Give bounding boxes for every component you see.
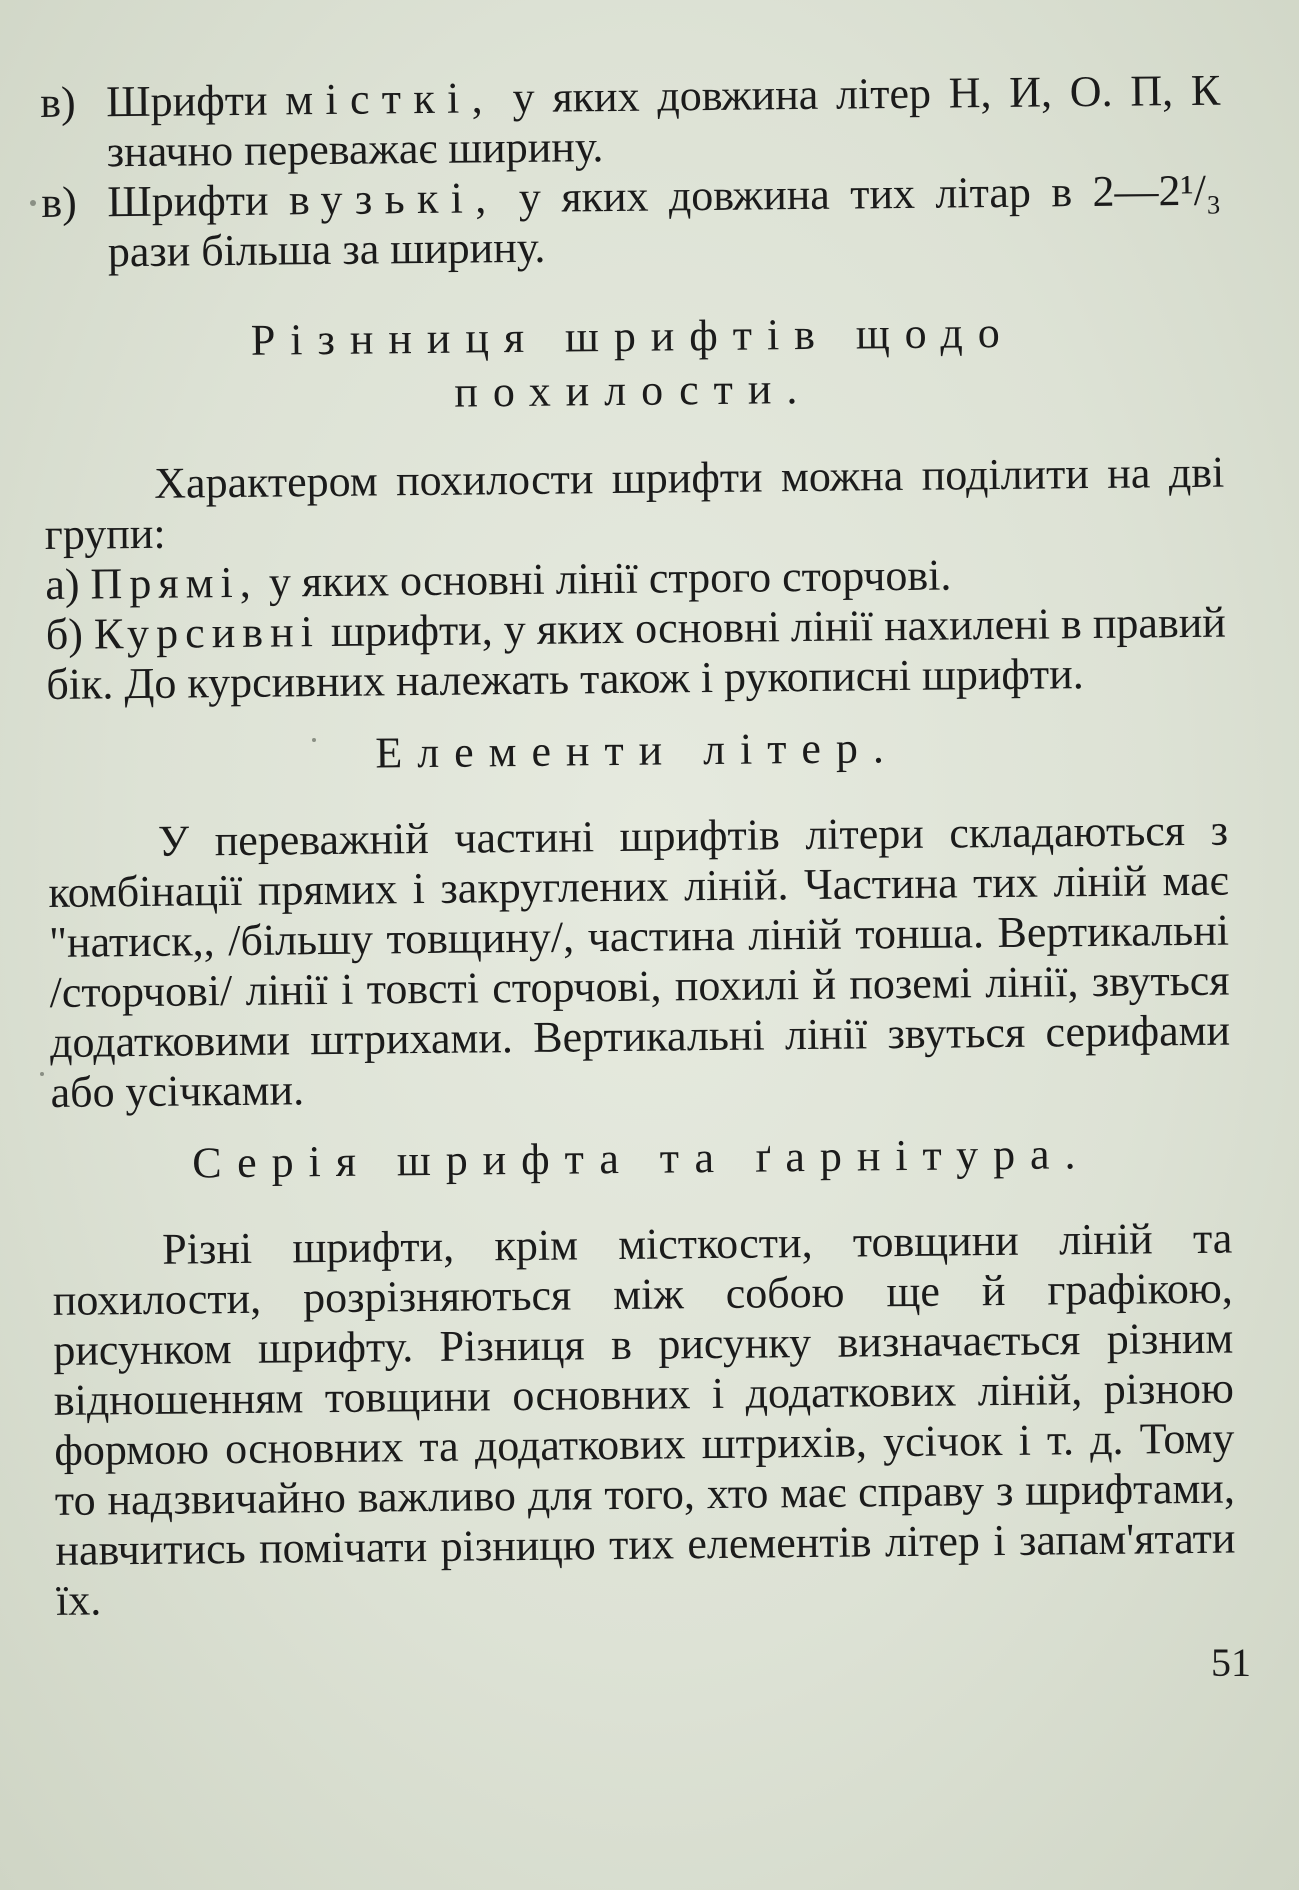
list-item-wide-fonts bbox=[40, 66, 1221, 178]
item-text: у яких довжина літер Н, И, О. П, К значно переважає ширину. bbox=[106, 65, 1221, 177]
list-item-narrow-fonts bbox=[41, 166, 1222, 278]
page-speck bbox=[40, 1072, 44, 1076]
item-emphasis: Прямі, bbox=[90, 557, 259, 609]
elements-paragraph: У переважній частині шрифтів літери складаються з комбінації прямих і закруглених ліній. Частина тих ліній має "натиск,, /більшу товщину/, частина ліній тонша. Вертикальні /сторчові/ лінії і товсті сторчові, похилі й поземі лінії, звуться додатковими штрихами. Вертикальні лінії звуться серифами або усічками. bbox=[48, 805, 1231, 1117]
slope-intro-paragraph: Характером похилости шрифти можна поділити на дві групи: bbox=[44, 447, 1225, 559]
series-paragraph: Різні шрифти, крім місткости, товщини ліній та похилости, розрізняються між собою ще й графікою, рисунком шрифту. Різниця в рисунку визначається різним відношенням товщини основних і додаткових ліній, різною формою основних та додаткових штрихів, усічок і т. д. Тому то надзвичайно важливо для того, хто має справу з шрифтами, навчитись помічати різницю тих елементів літер і запам'ятати їх. bbox=[52, 1213, 1236, 1625]
section-heading-series: Серія шрифта та ґарнітура. bbox=[191, 1129, 1091, 1188]
section-heading-slope: Різнниця шрифтів щодо bbox=[250, 307, 1015, 365]
section-heading-slope-continued: похилости. bbox=[454, 363, 813, 417]
item-emphasis: вузькі, bbox=[288, 173, 499, 225]
page-speck bbox=[30, 200, 36, 206]
list-marker: в) bbox=[40, 77, 76, 127]
list-marker: б) bbox=[45, 609, 84, 659]
item-lead: Шрифти bbox=[107, 175, 269, 227]
item-emphasis: Курсивні bbox=[93, 607, 321, 659]
item-emphasis: місткі, bbox=[284, 73, 496, 125]
list-item-italic bbox=[46, 598, 1227, 710]
section-heading-elements: Елементи літер. bbox=[375, 723, 900, 778]
page-number: 51 bbox=[1211, 1640, 1251, 1685]
item-text: у яких основні лінії строго сторчові. bbox=[268, 550, 952, 607]
list-marker: а) bbox=[45, 559, 80, 609]
item-lead: Шрифти bbox=[105, 75, 268, 127]
page-content bbox=[40, 66, 1236, 1626]
list-marker: в) bbox=[41, 177, 77, 227]
item-text: у яких довжина тих літар в 2—2¹/₃ рази більша за ширину. bbox=[107, 165, 1222, 277]
item-text: шрифти, у яких основні лінії нахилені в правий бік. До курсивних належать також і рукописні шрифти. bbox=[46, 597, 1227, 709]
